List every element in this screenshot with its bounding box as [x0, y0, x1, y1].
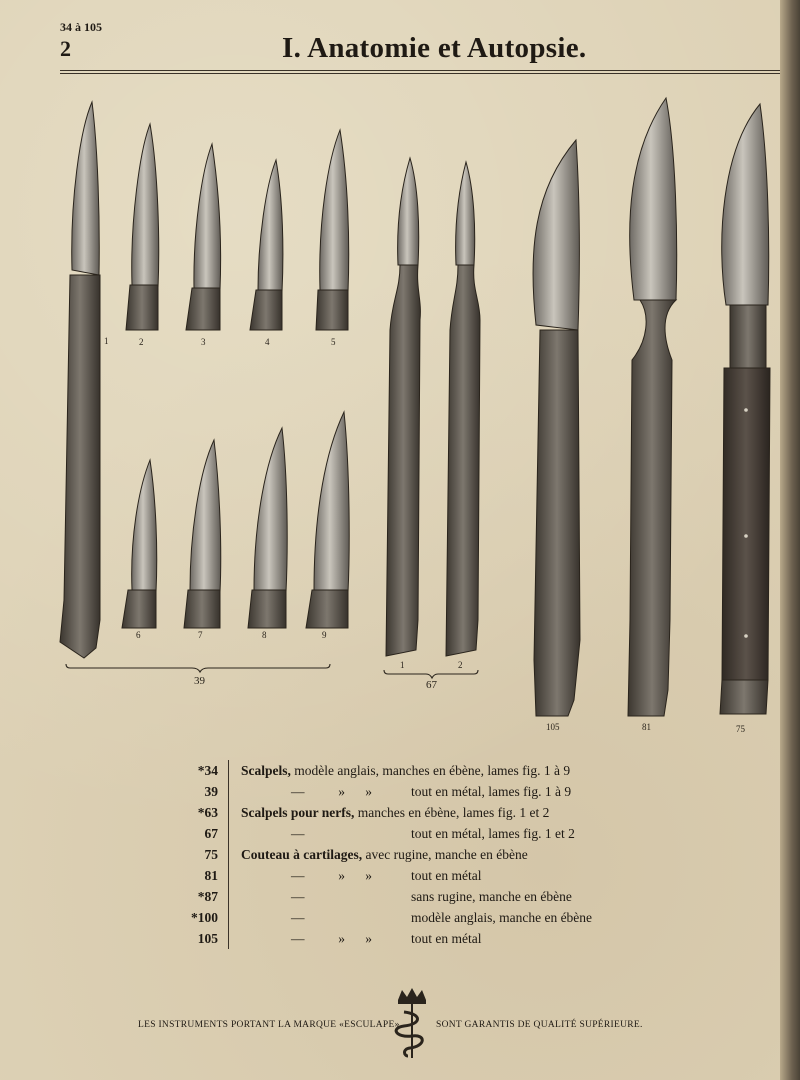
- fig-label-8: 8: [262, 630, 267, 640]
- group-label-67: 67: [426, 679, 437, 691]
- item-number: 67: [180, 823, 229, 844]
- ditto-marks: — » »: [291, 931, 372, 946]
- nerve-scalpel-1-icon: [386, 158, 420, 656]
- scalpel-fig-9-icon: [306, 412, 349, 628]
- knife-label-81: 81: [642, 722, 651, 732]
- list-row: [180, 802, 592, 823]
- brace-39: [66, 664, 330, 672]
- scalpel-fig-1-icon: [60, 102, 100, 658]
- fig67-label-1: 1: [400, 660, 405, 670]
- list-row: [180, 781, 592, 802]
- fig-label-2: 2: [139, 337, 144, 347]
- item-text: avec rugine, manche en ébène: [362, 847, 528, 862]
- brace-67: [384, 670, 478, 678]
- fig-label-4: 4: [265, 337, 270, 347]
- fig-label-9: 9: [322, 630, 327, 640]
- scalpel-fig-5-icon: [316, 130, 349, 330]
- item-description: [229, 802, 593, 823]
- scalpel-fig-8-icon: [248, 428, 287, 628]
- footer: [0, 986, 780, 1066]
- ditto-marks: — » »: [291, 868, 372, 883]
- cartilage-knife-75-icon: [720, 104, 770, 714]
- item-number: 81: [180, 865, 229, 886]
- book-binding-edge: [780, 0, 800, 1080]
- list-row: [180, 865, 592, 886]
- item-description: [229, 928, 593, 949]
- item-description: [229, 823, 593, 844]
- list-row: [180, 928, 592, 949]
- item-number: *63: [180, 802, 229, 823]
- fig-label-1: 1: [104, 336, 109, 346]
- knife-105-icon: [533, 140, 580, 716]
- scalpel-fig-2-icon: [126, 124, 159, 330]
- fig-label-5: 5: [331, 337, 336, 347]
- item-text: modèle anglais, manche en ébène: [411, 910, 593, 925]
- item-title: Scalpels,: [241, 763, 291, 778]
- knife-label-75: 75: [736, 724, 745, 734]
- item-number: 105: [180, 928, 229, 949]
- footer-right-text: SONT GARANTIS DE QUALITÉ SUPÉRIEURE.: [436, 1020, 643, 1030]
- scalpel-fig-7-icon: [184, 440, 221, 628]
- knife-81-icon: [628, 98, 677, 716]
- item-number: *87: [180, 886, 229, 907]
- item-text: modèle anglais, manches en ébène, lames fig. 1 à 9: [290, 763, 571, 778]
- item-text: tout en métal: [411, 931, 482, 946]
- list-row: [180, 844, 592, 865]
- item-description: [229, 865, 593, 886]
- item-title: Couteau à cartilages,: [241, 847, 363, 862]
- esculape-logo-icon: [392, 986, 432, 1060]
- group-label-39: 39: [194, 675, 205, 687]
- ditto-marks: —: [291, 826, 305, 841]
- item-number: *100: [180, 907, 229, 928]
- item-text: tout en métal: [411, 868, 482, 883]
- ditto-marks: —: [291, 889, 305, 904]
- item-description: [229, 760, 593, 781]
- ditto-marks: —: [291, 910, 305, 925]
- fig-label-3: 3: [201, 337, 206, 347]
- item-description: [229, 907, 593, 928]
- item-number: 75: [180, 844, 229, 865]
- fig-label-6: 6: [136, 630, 141, 640]
- item-text: tout en métal, lames fig. 1 et 2: [411, 826, 575, 841]
- item-text: manches en ébène, lames fig. 1 et 2: [354, 805, 550, 820]
- page-title: I. Anatomie et Autopsie.: [282, 32, 587, 64]
- item-number: *34: [180, 760, 229, 781]
- nerve-scalpel-2-icon: [446, 162, 480, 656]
- ditto-marks: — » »: [291, 784, 372, 799]
- item-text: tout en métal, lames fig. 1 à 9: [411, 784, 572, 799]
- page-number: 2: [60, 36, 71, 61]
- knife-label-105: 105: [546, 722, 560, 732]
- page-range: 34 à 105: [60, 20, 102, 34]
- item-description: [229, 886, 593, 907]
- item-description: [229, 781, 593, 802]
- product-list: [180, 760, 592, 949]
- fig-label-7: 7: [198, 630, 203, 640]
- list-row: [180, 823, 592, 844]
- scalpel-fig-6-icon: [122, 460, 157, 628]
- scalpel-fig-4-icon: [250, 160, 283, 330]
- item-title: Scalpels pour nerfs,: [241, 805, 355, 820]
- list-row: [180, 907, 592, 928]
- list-row: [180, 886, 592, 907]
- scalpel-fig-3-icon: [186, 144, 221, 330]
- footer-left-text: LES INSTRUMENTS PORTANT LA MARQUE «ESCULAPE»: [138, 1020, 400, 1030]
- item-description: [229, 844, 593, 865]
- list-row: [180, 760, 592, 781]
- item-text: sans rugine, manche en ébène: [411, 889, 572, 904]
- item-number: 39: [180, 781, 229, 802]
- fig67-label-2: 2: [458, 660, 463, 670]
